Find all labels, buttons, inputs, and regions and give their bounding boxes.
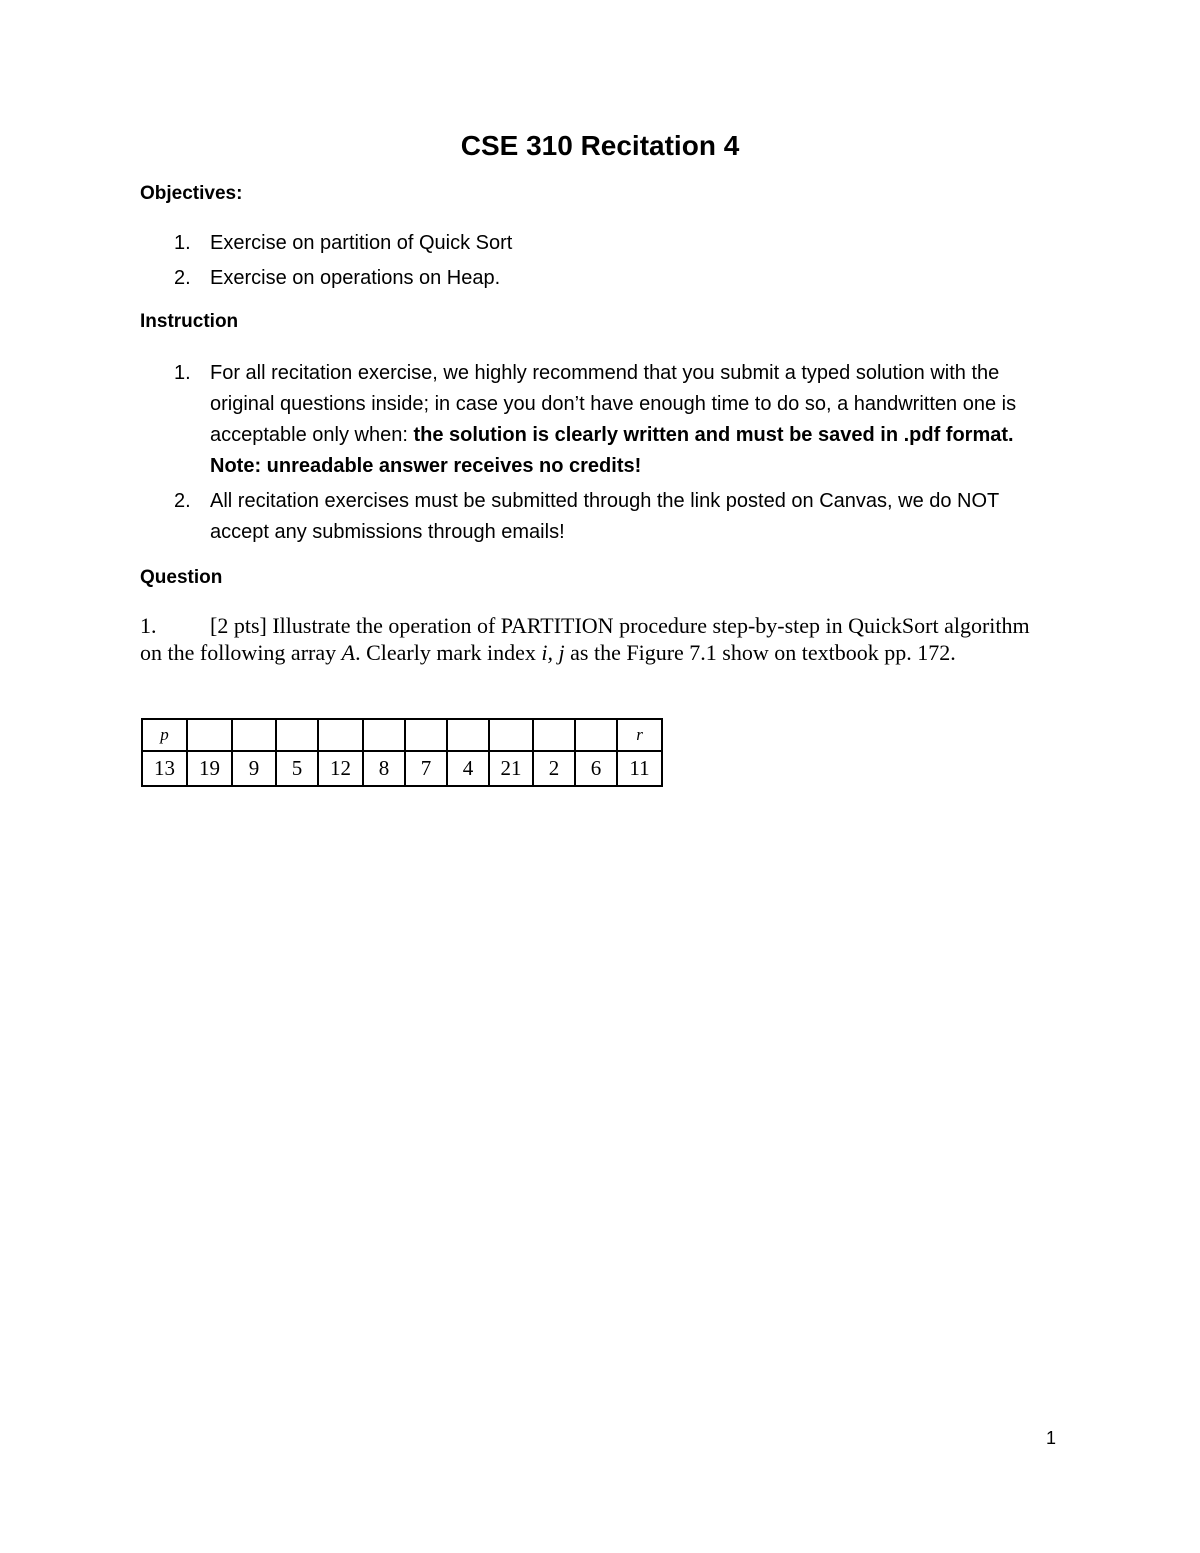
question-part: as the Figure 7.1 show on textbook pp. 172. [564, 640, 956, 665]
value-cell: 5 [276, 751, 318, 786]
value-cell: 4 [447, 751, 489, 786]
index-cell: r [617, 719, 662, 751]
objectives-list [140, 228, 1040, 298]
question-text [140, 612, 1040, 666]
list-item [140, 263, 1040, 294]
list-item [140, 358, 1040, 482]
value-row [142, 751, 662, 786]
list-item [140, 486, 1040, 548]
value-cell: 8 [363, 751, 405, 786]
value-cell: 19 [187, 751, 232, 786]
list-item [140, 228, 1040, 259]
index-cell [232, 719, 276, 751]
index-cell [363, 719, 405, 751]
question-variable: i, j [541, 640, 565, 665]
list-item-text: Exercise on operations on Heap. [210, 267, 501, 289]
index-cell [318, 719, 363, 751]
value-cell: 21 [489, 751, 533, 786]
list-item-text: Exercise on partition of Quick Sort [210, 232, 513, 254]
question-part: [2 pts] Illustrate the operation of PARTITION procedure step-by-step in QuickSort algorithm on the following array [140, 613, 1030, 665]
index-cell [575, 719, 617, 751]
question-variable: A [341, 640, 356, 665]
value-cell: 9 [232, 751, 276, 786]
value-cell: 13 [142, 751, 187, 786]
list-item-emphasis: the solution is clearly written and must be saved in .pdf format. Note: unreadable answer receives no credits! [210, 424, 1014, 477]
index-cell [276, 719, 318, 751]
index-cell [447, 719, 489, 751]
index-cell [187, 719, 232, 751]
instruction-heading: Instruction [140, 311, 239, 332]
index-cell: p [142, 719, 187, 751]
list-item-text: All recitation exercises must be submitted through the link posted on Canvas, we do NOT accept any submissions through emails! [210, 490, 999, 543]
index-cell [489, 719, 533, 751]
page-title: CSE 310 Recitation 4 [460, 130, 740, 161]
objectives-heading: Objectives: [140, 183, 243, 204]
list-item-number: 2. [174, 490, 191, 512]
list-item-number: 2. [174, 267, 191, 289]
value-cell: 11 [617, 751, 662, 786]
index-cell [533, 719, 575, 751]
value-cell: 7 [405, 751, 447, 786]
question-part: . Clearly mark index [355, 640, 542, 665]
list-item-number: 1. [174, 232, 191, 254]
question-heading: Question [140, 567, 223, 588]
list-item-number: 1. [174, 362, 191, 384]
list-item-text: For all recitation exercise, we highly recommend that you submit a typed solution with the original questions inside; in case you don’t have enough time to do so, a handwritten one is acceptable only when: [210, 362, 1017, 446]
value-cell: 6 [575, 751, 617, 786]
question-number: 1. [140, 613, 157, 638]
index-cell [405, 719, 447, 751]
value-cell: 2 [533, 751, 575, 786]
page-number: 1 [1046, 1428, 1057, 1448]
instruction-list [140, 358, 1040, 552]
index-row [142, 719, 662, 751]
value-cell: 12 [318, 751, 363, 786]
array-table [141, 718, 663, 787]
